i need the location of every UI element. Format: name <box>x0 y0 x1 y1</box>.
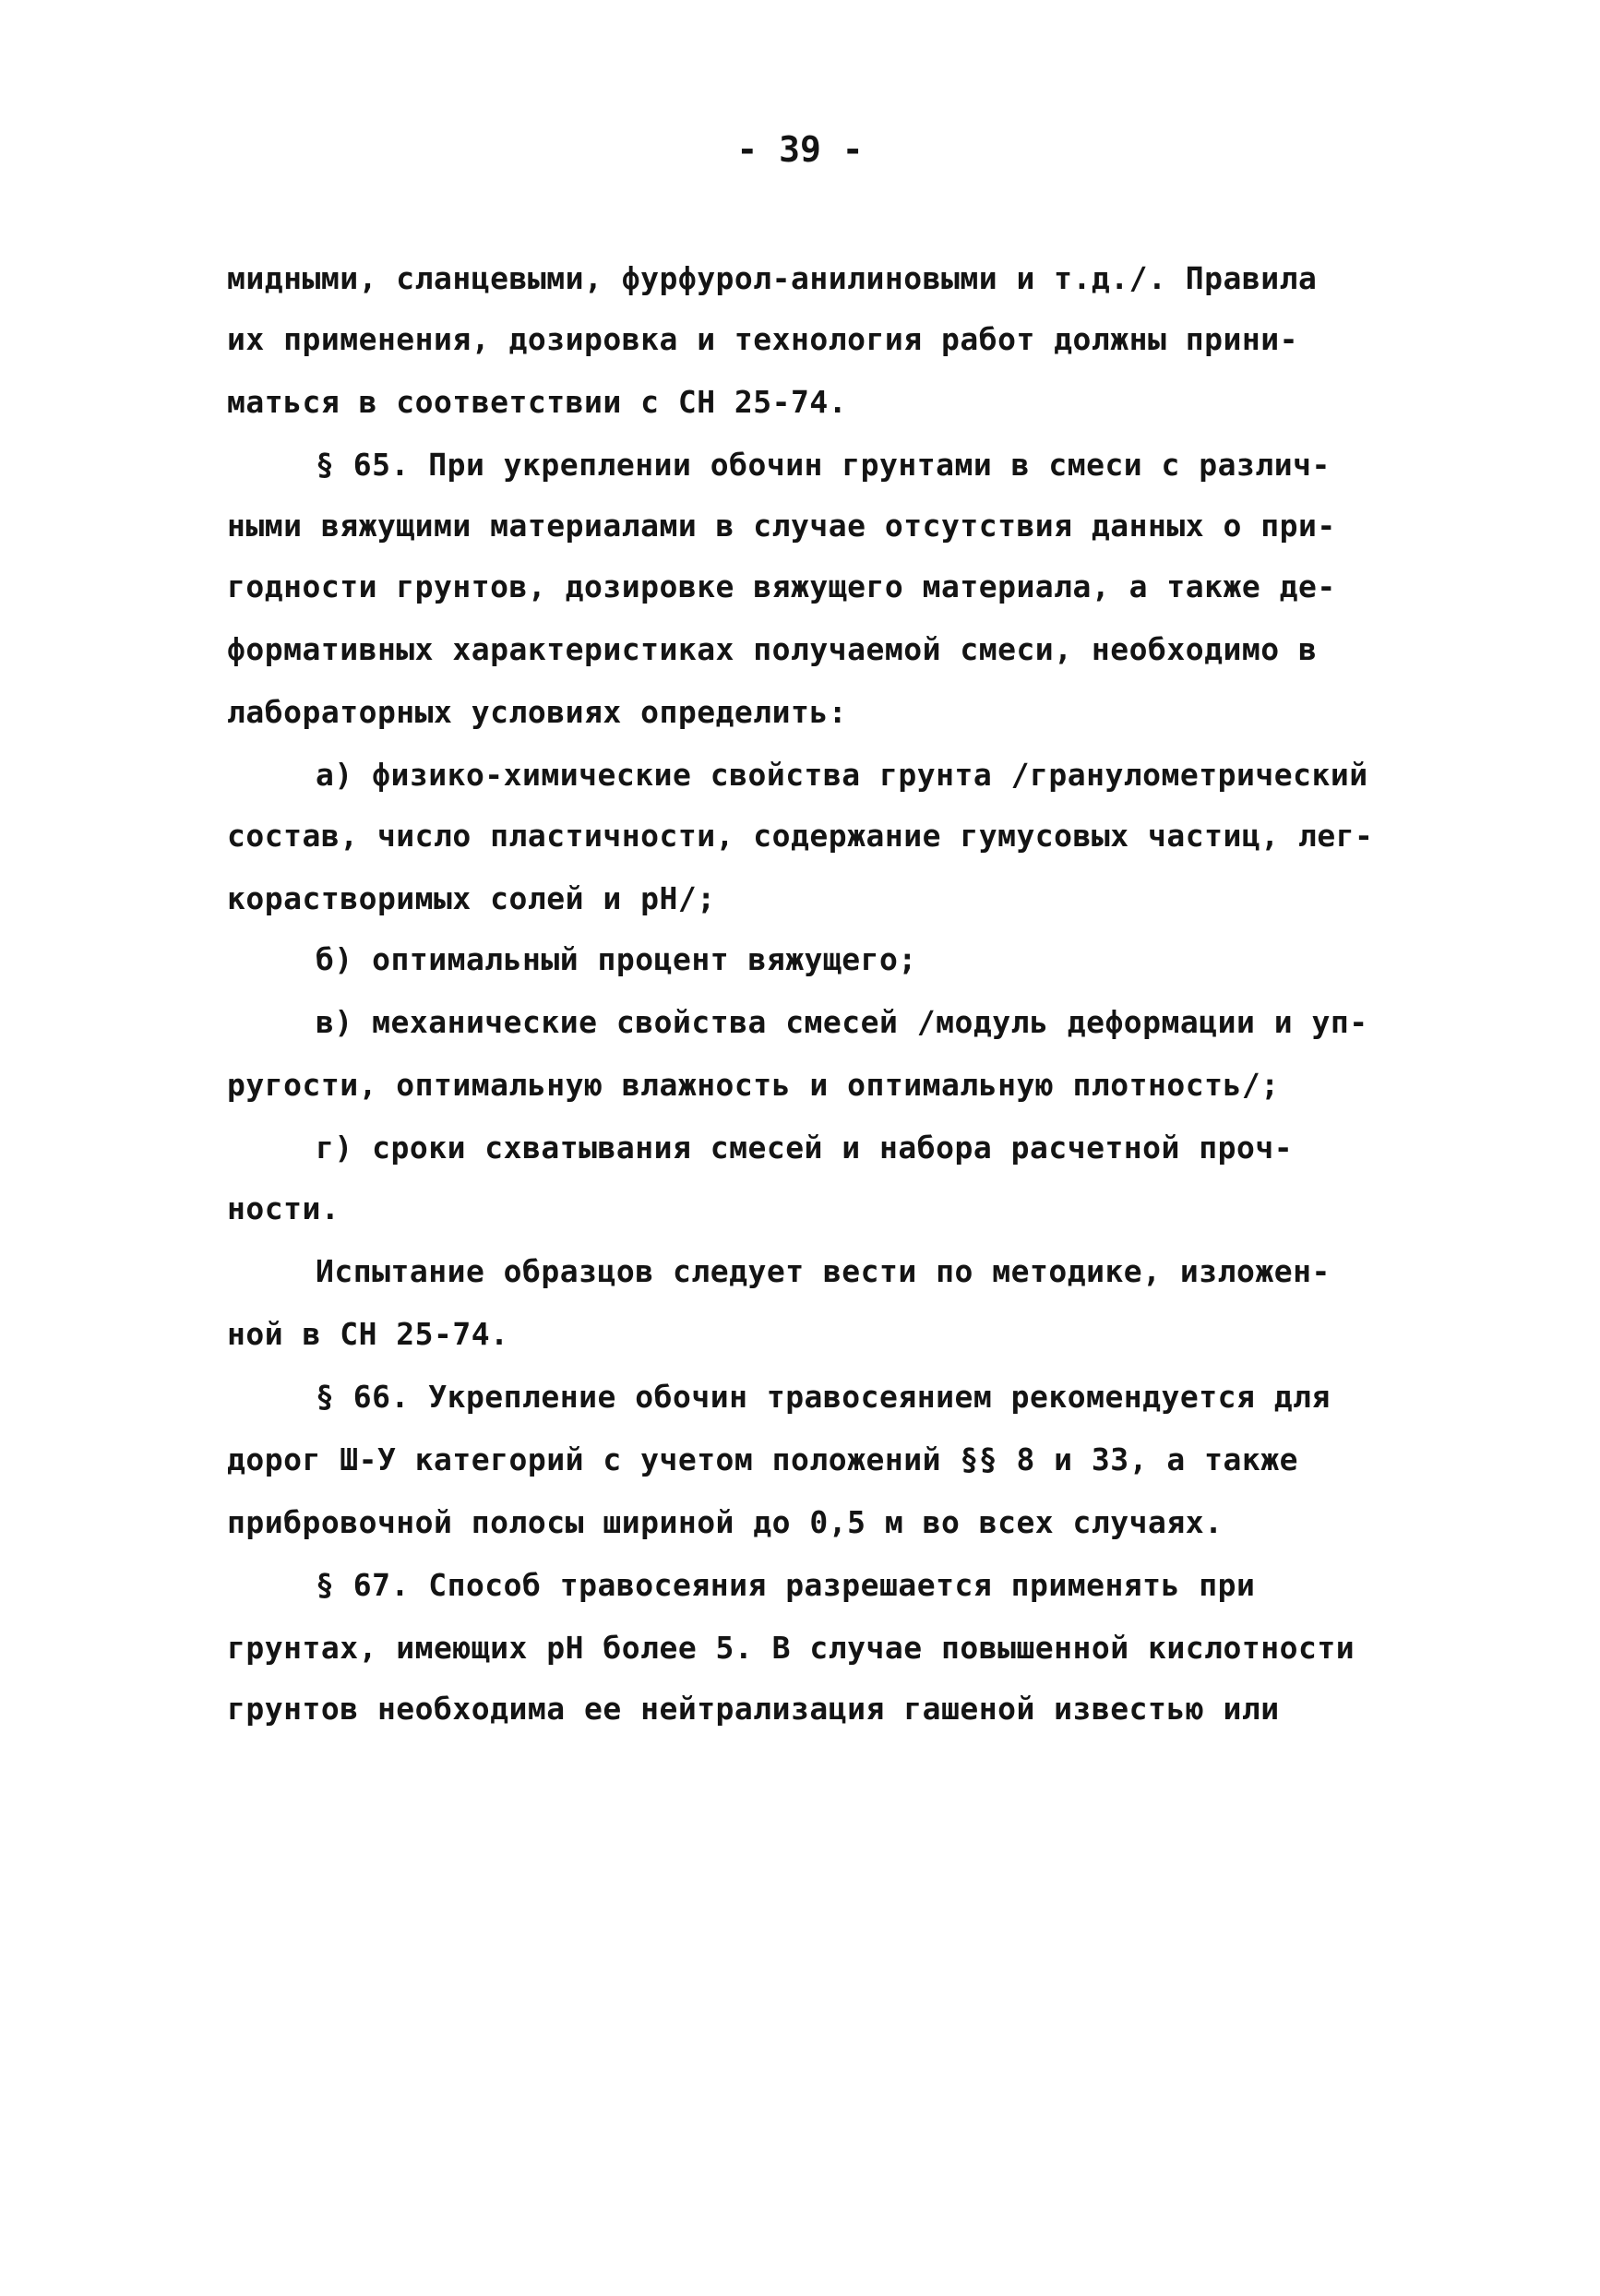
text-line: годности грунтов, дозировке вяжущего материала, а также де- <box>227 568 1336 604</box>
text-line: формативных характеристиках получаемой смеси, необходимо в <box>227 631 1318 667</box>
text-line: а) физико-химические свойства грунта /гранулометрический <box>316 757 1368 793</box>
text-line: дорог Ш-У категорий с учетом положений §§ 8 и 33, а также <box>227 1441 1298 1477</box>
text-line: маться в соответствии с СН 25-74. <box>227 384 848 420</box>
text-line: лабораторных условиях определить: <box>227 694 848 730</box>
text-line: мидными, сланцевыми, фурфурол-анилиновыми и т.д./. Правила <box>227 260 1318 296</box>
text-line: прибровочной полосы шириной до 0,5 м во всех случаях. <box>227 1504 1224 1540</box>
text-line: ругости, оптимальную влажность и оптимальную плотность/; <box>227 1067 1280 1103</box>
text-line: Испытание образцов следует вести по методике, изложен- <box>316 1253 1331 1289</box>
text-line: грунтах, имеющих рН более 5. В случае повышенной кислотности <box>227 1630 1355 1666</box>
text-line: ными вяжущими материалами в случае отсутствия данных о при- <box>227 508 1336 544</box>
text-line: их применения, дозировка и технология работ должны прини- <box>227 321 1298 357</box>
text-line: ности. <box>227 1190 340 1226</box>
text-line: состав, число пластичности, содержание гумусовых частиц, лег- <box>227 818 1374 854</box>
text-line: г) сроки схватывания смесей и набора расчетной проч- <box>316 1130 1294 1166</box>
text-line: § 66. Укрепление обочин травосеянием рекомендуется для <box>316 1379 1331 1415</box>
text-line: § 65. При укреплении обочин грунтами в смеси с различ- <box>316 447 1331 483</box>
text-line: ной в СН 25-74. <box>227 1316 509 1352</box>
text-line: б) оптимальный процент вяжущего; <box>316 941 917 977</box>
text-line: грунтов необходима ее нейтрализация гашеной известью или <box>227 1691 1280 1727</box>
page-number: - 39 - <box>736 129 864 170</box>
text-line: в) механические свойства смесей /модуль деформации и уп- <box>316 1004 1368 1040</box>
text-line: корастворимых солей и рН/; <box>227 880 716 916</box>
text-line: § 67. Способ травосеяния разрешается применять при <box>316 1567 1256 1603</box>
